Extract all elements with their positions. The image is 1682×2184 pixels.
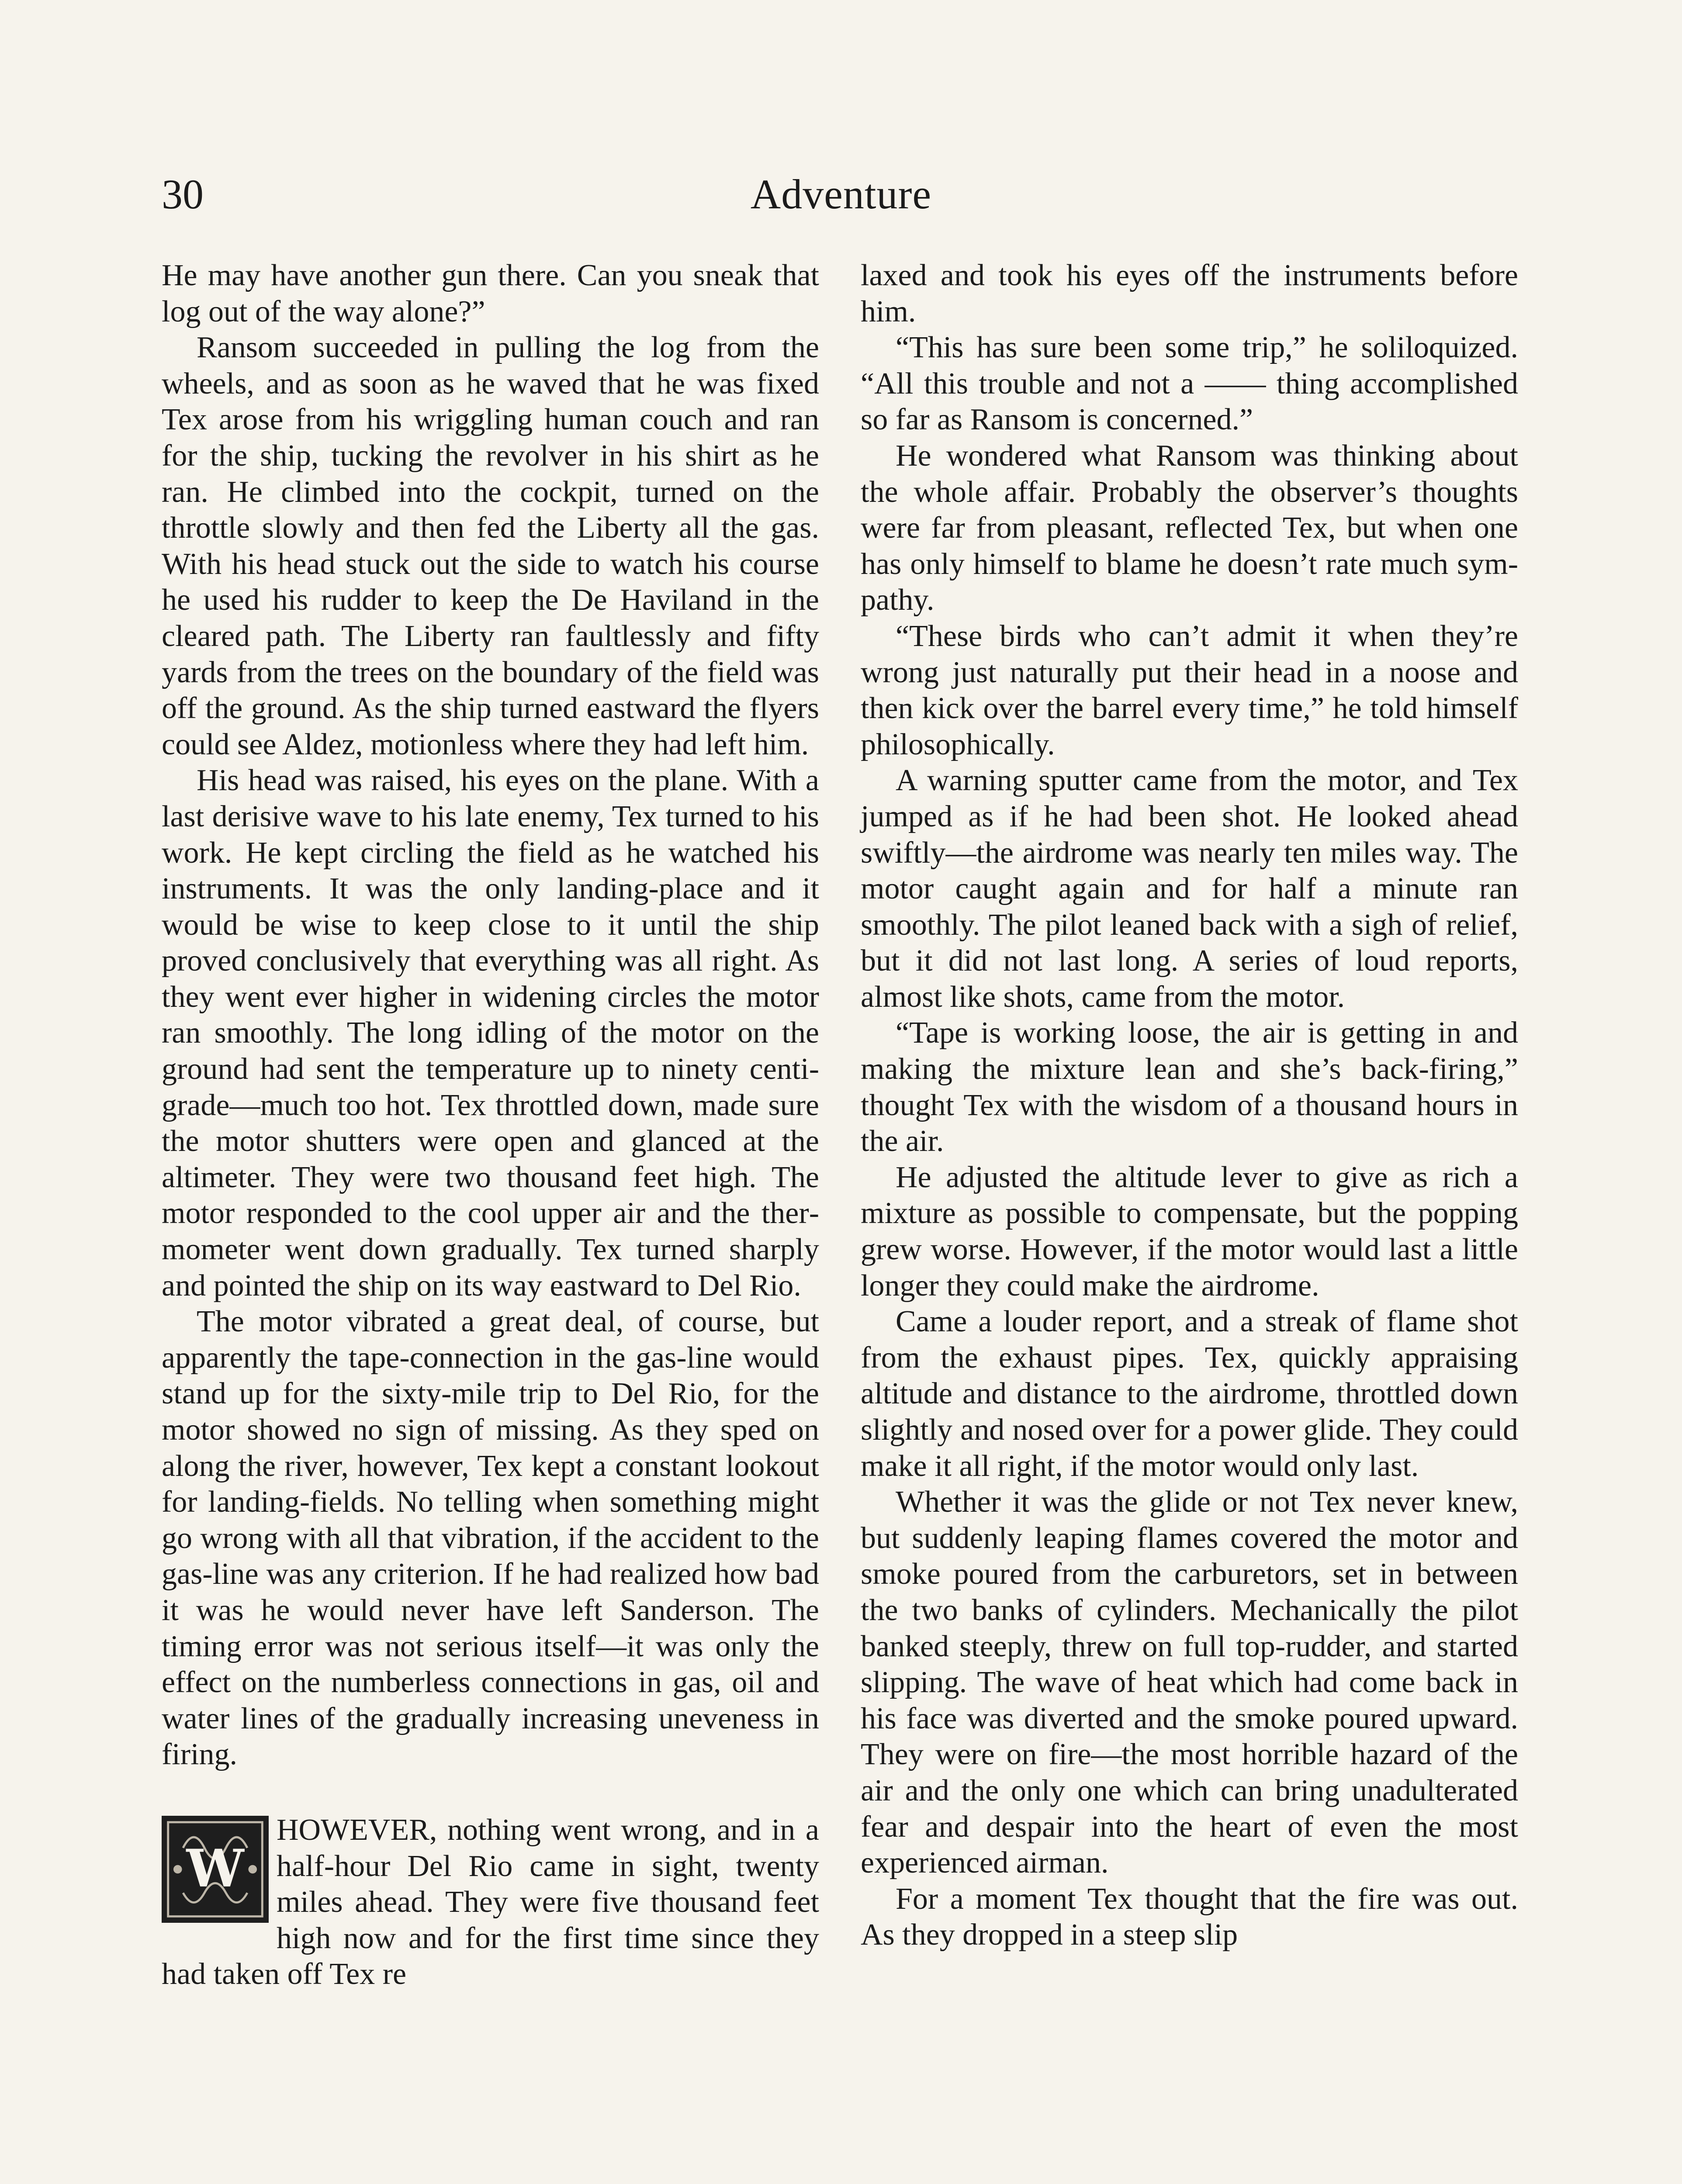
ornamental-drop-cap-icon: [162, 1816, 269, 1923]
paragraph: He wondered what Ransom was thinking about the whole affair. Probably the observer’s thoughts were far from pleasant, reflected Tex, but when one has only himself to blame he doesn’t rate much sympathy.: [861, 439, 1518, 617]
section-break-block: [162, 1812, 819, 1993]
left-column: [162, 258, 819, 1993]
running-title: Adventure: [750, 171, 932, 218]
paragraph: His head was raised, his eyes on the plane. With a last derisive wave to his late enemy, Tex turned to his work. He kept circling the field as he watched his instruments. It was the only landing-place and it would be wise to keep close to it until the ship proved conclusively that everything was all right. As they went ever higher in widening circles the motor ran smoothly. The long idling of the motor on the ground had sent the temperature up to ninety centigrade—much too hot. Tex throttled down, made sure the motor shutters were open and glanced at the altimeter. They were two thousand feet high. The motor responded to the cool upper air and the thermometer went down gradually. Tex turned sharply and pointed the ship on its way eastward to Del Rio.: [162, 764, 819, 1303]
page-header: [162, 168, 1520, 229]
drop-cap-letter: W: [186, 1838, 244, 1899]
paragraph: HOWEVER, nothing went wrong, and in a half-hour Del Rio came in sight, twenty miles ahead. They were five thousand feet high now and for the first time since they had taken off Tex re: [162, 1813, 819, 1991]
paragraph: For a moment Tex thought that the fire was out. As they dropped in a steep slip: [861, 1882, 1518, 1952]
right-column: [861, 258, 1518, 1953]
paragraph: Whether it was the glide or not Tex never knew, but suddenly leaping flames covered the motor and smoke poured from the carburetors, set in between the two banks of cylinders. Mechanically the pilot banked steeply, threw on full top-rudder, and started slipping. The wave of heat which had come back in his face was diverted and the smoke poured upward. They were on fire—the most horrible hazard of the air and the only one which can bring unadulterated fear and despair into the heart of even the most experienced airman.: [861, 1485, 1518, 1880]
paragraph: “These birds who can’t admit it when they’re wrong just naturally put their head in a noose and then kick over the barrel every time,” he told himself philosophically.: [861, 619, 1518, 761]
paragraph: Came a louder report, and a streak of flame shot from the exhaust pipes. Tex, quickly appraising altitude and distance to the airdrome, throttled down slightly and nosed over for a power glide. They could make it all right, if the motor would only last.: [861, 1305, 1518, 1483]
paragraph: He may have another gun there. Can you sneak that log out of the way alone?”: [162, 259, 819, 328]
paragraph: He adjusted the altitude lever to give as rich a mixture as possible to compensate, but the popping grew worse. However, if the motor would last a little longer they could make the airdrome.: [861, 1160, 1518, 1303]
paragraph: “Tape is working loose, the air is getting in and making the mixture lean and she’s back-firing,” thought Tex with the wisdom of a thousand hours in the air.: [861, 1016, 1518, 1158]
paragraph: “This has sure been some trip,” he soliloquized. “All this trouble and not a —— thing accomplished so far as Ransom is concerned.”: [861, 331, 1518, 437]
paragraph: laxed and took his eyes off the instruments before him.: [861, 259, 1518, 328]
paragraph: The motor vibrated a great deal, of course, but apparently the tape-connection in the gas-line would stand up for the sixty-mile trip to Del Rio, for the motor showed no sign of missing. As they sped on along the river, however, Tex kept a constant lookout for landing-fields. No telling when something might go wrong with all that vibration, if the accident to the gas-line was any criterion. If he had realized how bad it was he would never have left Sanderson. The timing error was not serious itself—it was only the effect on the numberless connections in gas, oil and water lines of the gradually increasing uneveness in firing.: [162, 1305, 819, 1772]
paragraph: Ransom succeeded in pulling the log from the wheels, and as soon as he waved that he was fixed Tex arose from his wriggling human couch and ran for the ship, tucking the revolver in his shirt as he ran. He climbed into the cockpit, turned on the throttle slowly and then fed the Liberty all the gas. With his head stuck out the side to watch his course he used his rudder to keep the De Haviland in the cleared path. The Liberty ran faultlessly and fifty yards from the trees on the boundary of the field was off the ground. As the ship turned eastward the flyers could see Aldez, motionless where they had left him.: [162, 331, 819, 761]
page-number: 30: [162, 171, 204, 218]
paragraph: A warning sputter came from the motor, and Tex jumped as if he had been shot. He looked ahead swiftly—the airdrome was nearly ten miles way. The motor caught again and for half a minute ran smoothly. The pilot leaned back with a sigh of relief, but it did not last long. A series of loud reports, almost like shots, came from the motor.: [861, 764, 1518, 1014]
